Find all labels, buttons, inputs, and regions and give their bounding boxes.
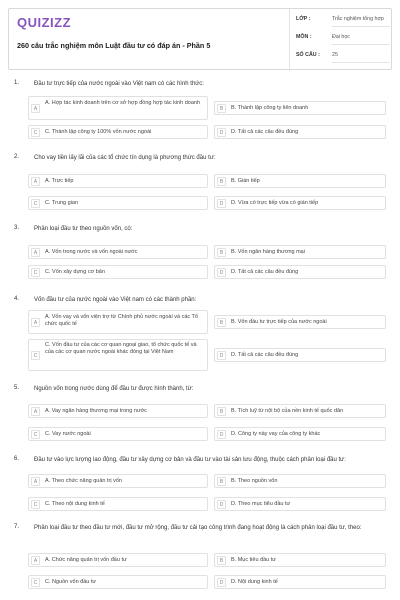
option-d[interactable] bbox=[214, 265, 386, 279]
option-letter: D bbox=[217, 430, 226, 439]
option-d[interactable] bbox=[214, 497, 386, 511]
worksheet-header bbox=[8, 8, 392, 70]
option-a[interactable] bbox=[28, 310, 208, 334]
option-c[interactable] bbox=[28, 497, 208, 511]
option-letter: D bbox=[217, 199, 226, 208]
question-number: 3. bbox=[14, 225, 20, 231]
option-text: C. Vốn xây dựng cơ bản bbox=[45, 269, 105, 275]
option-b[interactable] bbox=[214, 315, 386, 329]
option-letter: C bbox=[31, 268, 40, 277]
option-a[interactable] bbox=[28, 245, 208, 259]
question-number: 5. bbox=[14, 385, 20, 391]
option-text: B. Tích luỹ từ nội bộ của nền kinh tế quốc dân bbox=[231, 408, 344, 414]
option-letter: D bbox=[217, 578, 226, 587]
option-text: D. Tất cả các câu đều đúng bbox=[231, 129, 299, 135]
option-text: B. Theo nguồn vốn bbox=[231, 478, 278, 484]
option-b[interactable] bbox=[214, 553, 386, 567]
option-text: D. Vừa có trực tiếp vừa có gián tiếp bbox=[231, 200, 319, 206]
option-c[interactable] bbox=[28, 265, 208, 279]
option-d[interactable] bbox=[214, 125, 386, 139]
option-b[interactable] bbox=[214, 474, 386, 488]
option-text: A. Vốn vay và vốn viện trợ từ Chính phủ nước ngoài và các Tổ chức quốc tế bbox=[45, 314, 198, 327]
option-text: A. Trực tiếp bbox=[45, 178, 74, 184]
option-text: B. Mục tiêu đầu tư bbox=[231, 557, 276, 563]
option-text: C. Trung gian bbox=[45, 200, 79, 206]
option-text: C. Vốn đầu tư của các cơ quan ngoại giao, tổ chức quốc tế và của các cơ quan nước ngoài khác đóng tại Việt Nam bbox=[45, 342, 197, 355]
option-letter: C bbox=[31, 500, 40, 509]
option-letter: B bbox=[217, 177, 226, 186]
option-letter: A bbox=[31, 318, 40, 327]
option-c[interactable] bbox=[28, 125, 208, 139]
question-text: Phân loại đầu tư theo đầu tư mới, đầu tư mở rộng, đầu tư cải tạo công trình đang hoạt động là cách phân loại đầu tư, theo: bbox=[34, 525, 362, 531]
option-letter: B bbox=[217, 248, 226, 257]
meta-value: Trắc nghiệm tổng hợp bbox=[332, 16, 384, 22]
option-d[interactable] bbox=[214, 427, 386, 441]
option-letter: D bbox=[217, 500, 226, 509]
option-c[interactable] bbox=[28, 339, 208, 371]
option-letter: D bbox=[217, 128, 226, 137]
meta-label: MÔN : bbox=[296, 34, 312, 40]
option-letter: B bbox=[217, 407, 226, 416]
option-letter: A bbox=[31, 248, 40, 257]
option-text: A. Vốn trong nước và vốn ngoài nước bbox=[45, 249, 138, 255]
option-letter: B bbox=[217, 318, 226, 327]
option-a[interactable] bbox=[28, 96, 208, 120]
option-letter: C bbox=[31, 430, 40, 439]
option-c[interactable] bbox=[28, 196, 208, 210]
meta-underline bbox=[332, 26, 390, 27]
question-text: Vốn đầu tư của nước ngoài vào Việt nam có các thành phần: bbox=[34, 297, 197, 303]
meta-row-class bbox=[296, 13, 392, 27]
question-number: 1. bbox=[14, 80, 20, 86]
option-letter: A bbox=[31, 556, 40, 565]
option-c[interactable] bbox=[28, 427, 208, 441]
question-text: Đầu tư trực tiếp của nước ngoài vào Việt nam có các hình thức: bbox=[34, 81, 204, 87]
option-b[interactable] bbox=[214, 245, 386, 259]
option-letter: A bbox=[31, 177, 40, 186]
option-text: A. Chức năng quản trị vốn đầu tư bbox=[45, 557, 127, 563]
option-text: B. Vốn ngân hàng thương mại bbox=[231, 249, 305, 255]
option-letter: B bbox=[217, 477, 226, 486]
option-b[interactable] bbox=[214, 404, 386, 418]
option-d[interactable] bbox=[214, 575, 386, 589]
option-letter: C bbox=[31, 128, 40, 137]
question-number: 7. bbox=[14, 524, 20, 530]
option-text: D. Công ty này vay của công ty khác bbox=[231, 431, 321, 437]
meta-underline bbox=[332, 62, 390, 63]
option-text: A. Hợp tác kinh doanh trên cơ sở hợp đồng hợp tác kinh doanh bbox=[45, 100, 201, 106]
option-text: C. Theo nội dung kinh tế bbox=[45, 501, 105, 507]
meta-panel bbox=[289, 9, 394, 71]
option-letter: C bbox=[31, 199, 40, 208]
question-text: Nguồn vốn trong nước dùng để đầu tư được hình thành, từ: bbox=[34, 386, 194, 392]
option-letter: B bbox=[217, 556, 226, 565]
option-text: C. Thành lập công ty 100% vốn nước ngoài bbox=[45, 129, 152, 135]
option-letter: A bbox=[31, 104, 40, 113]
option-letter: D bbox=[217, 351, 226, 360]
option-text: A. Vay ngân hàng thương mại trong nước bbox=[45, 408, 147, 414]
option-letter: A bbox=[31, 477, 40, 486]
meta-row-subject bbox=[296, 31, 392, 45]
option-text: B. Gián tiếp bbox=[231, 178, 260, 184]
option-letter: D bbox=[217, 268, 226, 277]
option-d[interactable] bbox=[214, 196, 386, 210]
option-c[interactable] bbox=[28, 575, 208, 589]
meta-value: Đại học bbox=[332, 34, 350, 40]
page-title: 260 câu trắc nghiệm môn Luật đầu tư có đáp án - Phần 5 bbox=[17, 41, 211, 50]
option-b[interactable] bbox=[214, 101, 386, 115]
option-text: C. Nguồn vốn đầu tư bbox=[45, 579, 97, 585]
option-text: B. Thành lập công ty liên doanh bbox=[231, 105, 309, 111]
question-number: 4. bbox=[14, 296, 20, 302]
option-text: D. Tất cả các câu đều đúng bbox=[231, 352, 299, 358]
option-a[interactable] bbox=[28, 474, 208, 488]
option-text: A. Theo chức năng quản trị vốn bbox=[45, 478, 122, 484]
option-letter: C bbox=[31, 351, 40, 360]
option-d[interactable] bbox=[214, 348, 386, 362]
option-letter: B bbox=[217, 104, 226, 113]
option-letter: C bbox=[31, 578, 40, 587]
option-a[interactable] bbox=[28, 553, 208, 567]
question-number: 6. bbox=[14, 456, 20, 462]
meta-label: SỐ CÂU : bbox=[296, 52, 320, 58]
question-text: Đầu tư vào lực lượng lao động, đầu tư xây dựng cơ bản và đầu tư vào tài sản lưu động, thuộc cách phân loại đầu tư: bbox=[34, 457, 346, 463]
question-text: Cho vay tiền lấy lãi của các tổ chức tín dụng là phương thức đầu tư: bbox=[34, 155, 216, 161]
meta-label: LỚP : bbox=[296, 16, 311, 22]
option-a[interactable] bbox=[28, 404, 208, 418]
question-text: Phân loại đầu tư theo nguồn vốn, có: bbox=[34, 226, 133, 232]
meta-value: 25 bbox=[332, 52, 338, 58]
question-number: 2. bbox=[14, 154, 20, 160]
quizizz-logo: QUIZIZZ bbox=[17, 15, 72, 30]
meta-row-count bbox=[296, 49, 392, 63]
option-text: D. Tất cả các câu đều đúng bbox=[231, 269, 299, 275]
option-text: C. Vay nước ngoài bbox=[45, 431, 91, 437]
option-text: B. Vốn đầu tư trực tiếp của nước ngoài bbox=[231, 319, 327, 325]
option-text: D. Theo mục tiêu đầu tư bbox=[231, 501, 291, 507]
option-text: D. Nội dung kinh tế bbox=[231, 579, 278, 585]
option-letter: A bbox=[31, 407, 40, 416]
option-a[interactable] bbox=[28, 174, 208, 188]
option-b[interactable] bbox=[214, 174, 386, 188]
meta-underline bbox=[332, 44, 390, 45]
